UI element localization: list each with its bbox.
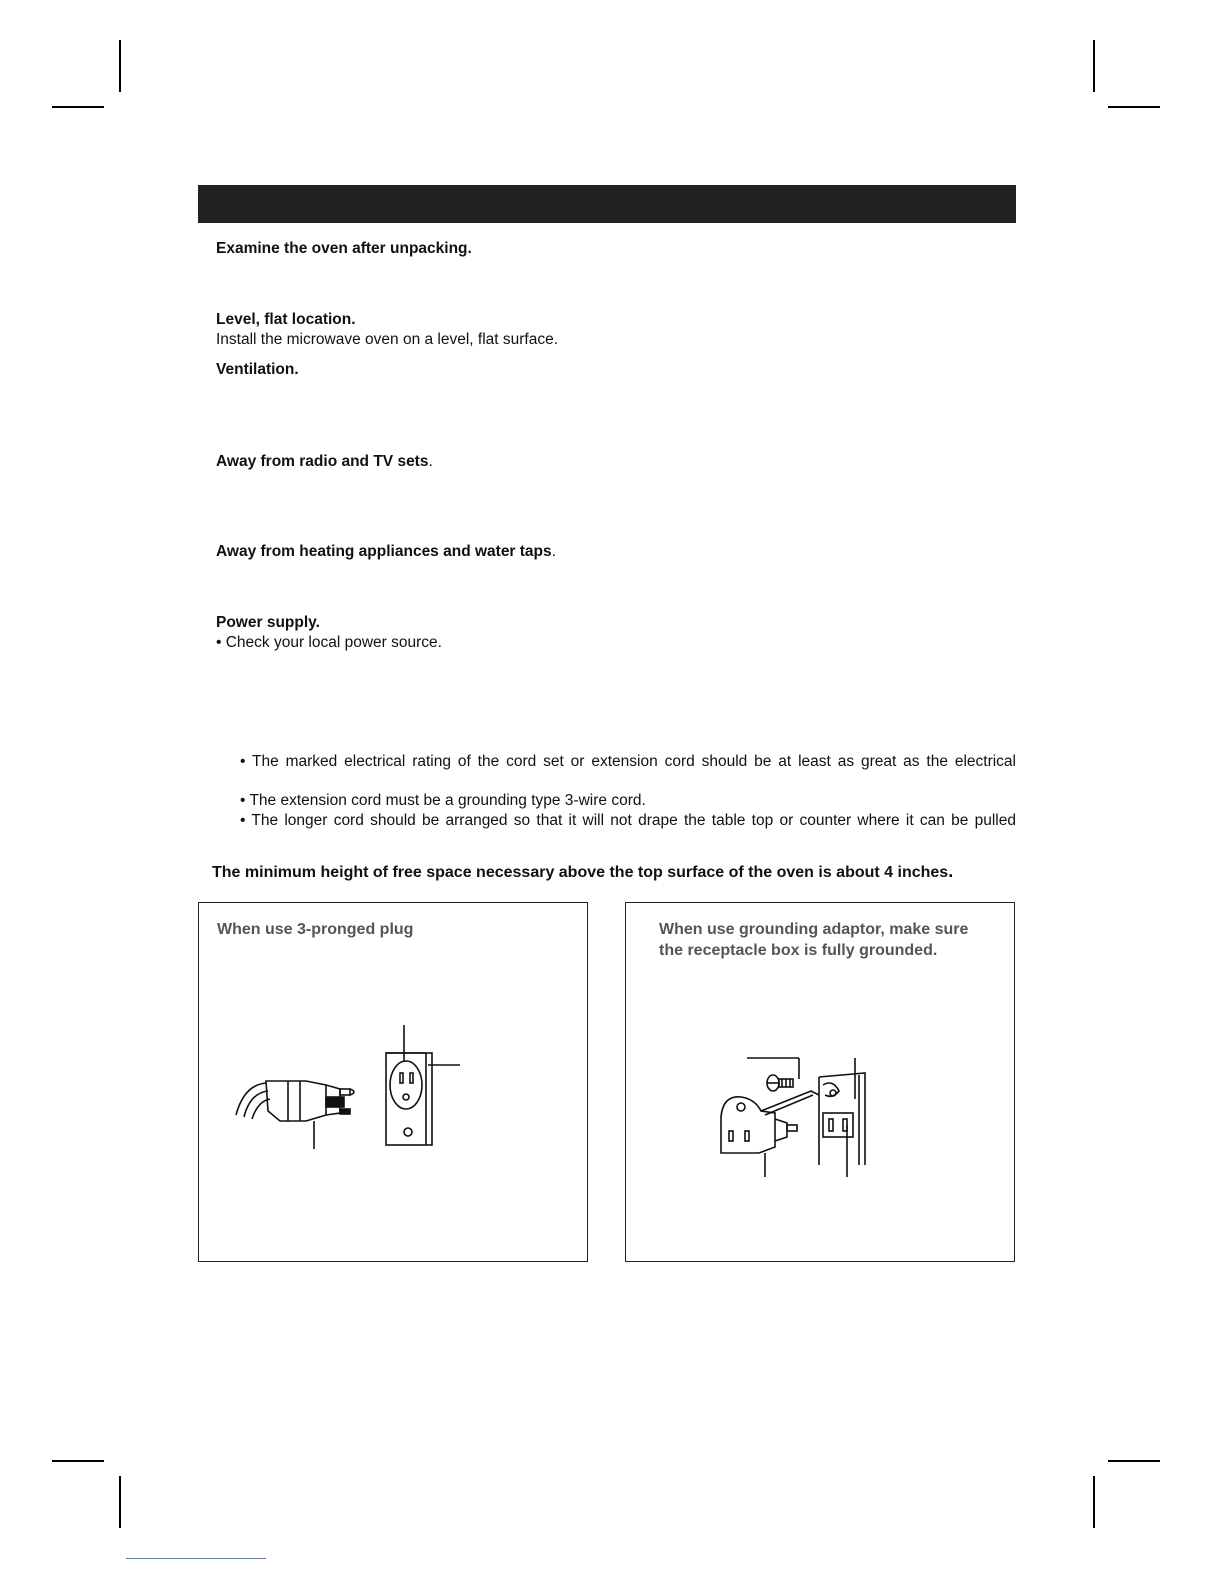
crop-mark bbox=[1093, 1476, 1095, 1528]
crop-mark bbox=[119, 1476, 121, 1528]
figure-right-title-line2 bbox=[659, 941, 937, 961]
ventilation-heading: Ventilation. bbox=[216, 361, 299, 378]
figure-left-title: When use 3-pronged plug bbox=[217, 921, 414, 938]
minimum-height-note bbox=[212, 862, 953, 882]
cord-note-arrangement: • The longer cord should be arranged so that it will not drape the table top or counter where it can be pulled bbox=[240, 812, 1016, 829]
power-bullet: • Check your local power source. bbox=[216, 634, 442, 651]
cord-note-grounding: • The extension cord must be a grounding type 3-wire cord. bbox=[240, 792, 646, 809]
figure-right-title-end: . bbox=[932, 942, 938, 959]
examine-heading: Examine the oven after unpacking. bbox=[216, 240, 472, 257]
crop-mark bbox=[1108, 106, 1160, 108]
figure-right-title-line2-text: the receptacle box is fully grounded bbox=[659, 942, 933, 959]
level-body: Install the microwave oven on a level, flat surface. bbox=[216, 331, 559, 348]
grounding-adaptor-illustration bbox=[715, 1055, 875, 1185]
footer-rule bbox=[126, 1558, 266, 1559]
level-heading: Level, flat location. bbox=[216, 311, 356, 328]
heating-heading-text: Away from heating appliances and water taps bbox=[216, 543, 552, 560]
power-heading: Power supply. bbox=[216, 614, 320, 631]
radio-tv-heading bbox=[216, 453, 433, 471]
crop-mark bbox=[1093, 40, 1095, 92]
cord-note-rating: • The marked electrical rating of the cord set or extension cord should be at least as great as the electrical bbox=[240, 753, 1016, 770]
radio-tv-heading-text: Away from radio and TV sets bbox=[216, 453, 429, 470]
figure-right-title-line1: When use grounding adaptor, make sure bbox=[659, 921, 969, 938]
crop-mark bbox=[52, 1460, 104, 1462]
crop-mark bbox=[52, 106, 104, 108]
three-pronged-plug-illustration bbox=[230, 1025, 470, 1155]
radio-tv-heading-end: . bbox=[428, 453, 433, 470]
minimum-height-note-end: . bbox=[948, 861, 954, 881]
crop-mark bbox=[119, 40, 121, 92]
minimum-height-note-text: The minimum height of free space necessary above the top surface of the oven is about 4 inches bbox=[212, 864, 949, 881]
crop-mark bbox=[1108, 1460, 1160, 1462]
section-header-bar bbox=[198, 185, 1016, 223]
heating-heading-end: . bbox=[551, 543, 556, 560]
heating-heading bbox=[216, 543, 556, 561]
